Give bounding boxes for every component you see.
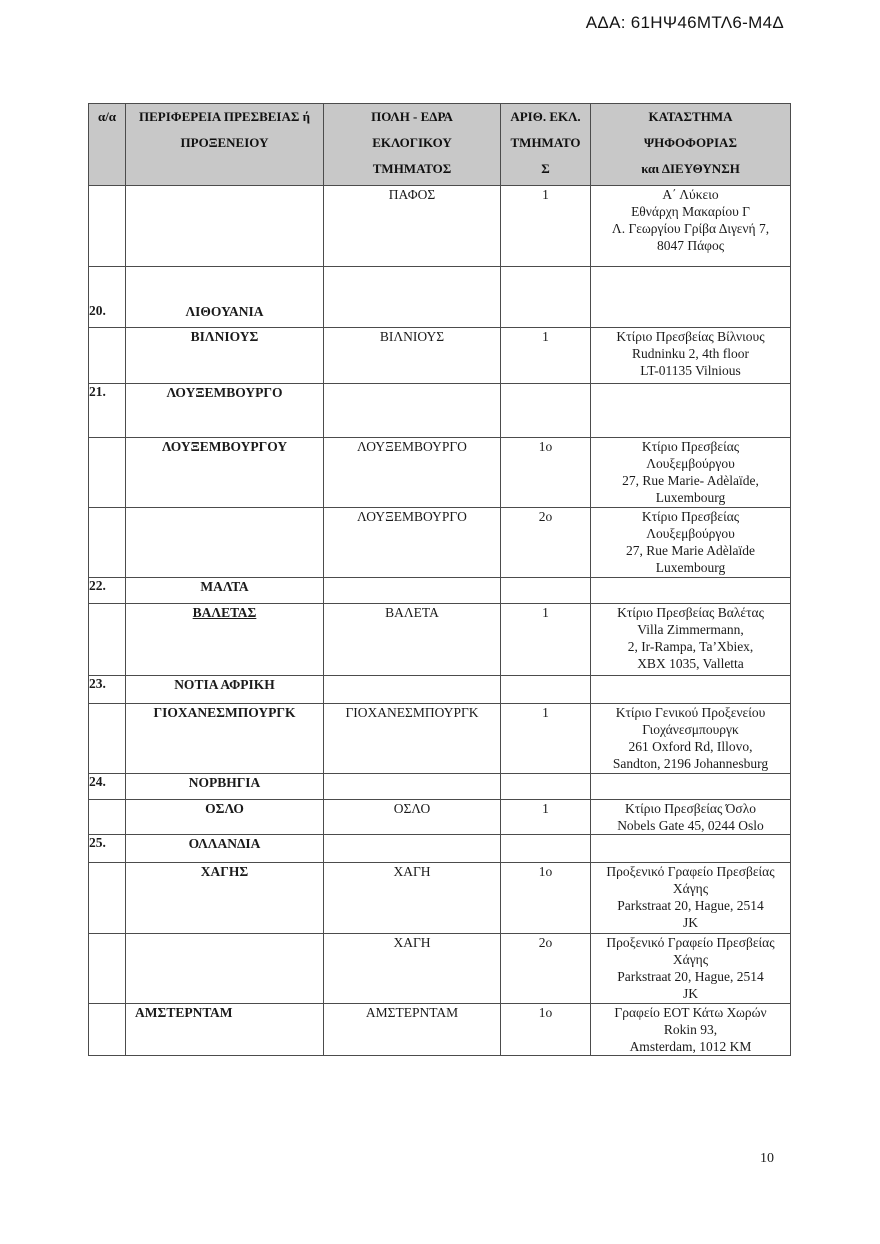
table-row	[89, 774, 791, 800]
polling-address-cell	[591, 384, 791, 438]
header-cell-city: ΠΟΛΗ - ΕΔΡΑ ΕΚΛΟΓΙΚΟΥ ΤΜΗΜΑΤΟΣ	[324, 104, 501, 186]
city-cell	[324, 774, 501, 800]
header-cell-station-number: ΑΡΙΘ. ΕΚΛ. ΤΜΗΜΑΤΟ Σ	[501, 104, 591, 186]
station-number-cell: 1ο	[501, 438, 591, 508]
station-number-cell	[501, 578, 591, 604]
polling-address-cell	[591, 835, 791, 863]
city-cell: ΠΑΦΟΣ	[324, 186, 501, 267]
table-row	[89, 186, 791, 267]
city-cell: ΒΙΛΝΙΟΥΣ	[324, 328, 501, 384]
polling-address-cell: Προξενικό Γραφείο Πρεσβείας Χάγης Parkstraat 20, Hague, 2514 JK	[591, 934, 791, 1004]
embassy-region-cell: ΛΟΥΞΕΜΒΟΥΡΓΟΥ	[126, 438, 324, 508]
polling-address-cell: Κτίριο Γενικού Προξενείου Γιοχάνεσμπουργκ 261 Oxford Rd, Illovo, Sandton, 2196 Johannesburg	[591, 704, 791, 774]
row-number-cell: 25.	[89, 835, 126, 863]
station-number-cell: 1	[501, 328, 591, 384]
row-number-cell	[89, 800, 126, 835]
station-number-cell: 1ο	[501, 1004, 591, 1056]
station-number-cell: 1ο	[501, 863, 591, 934]
row-number-cell	[89, 1004, 126, 1056]
row-number-cell	[89, 438, 126, 508]
city-cell: ΓΙΟΧΑΝΕΣΜΠΟΥΡΓΚ	[324, 704, 501, 774]
station-number-cell: 1	[501, 186, 591, 267]
embassy-region-cell: ΒΙΛΝΙΟΥΣ	[126, 328, 324, 384]
header-cell-station: ΚΑΤΑΣΤΗΜΑ ΨΗΦΟΦΟΡΙΑΣ και ΔΙΕΥΘΥΝΣΗ	[591, 104, 791, 186]
polling-address-cell: Κτίριο Πρεσβείας Όσλο Nobels Gate 45, 0244 Oslo	[591, 800, 791, 835]
row-number-cell: 20.	[89, 267, 126, 328]
city-cell: ΟΣΛΟ	[324, 800, 501, 835]
table-row	[89, 328, 791, 384]
polling-address-cell: Κτίριο Πρεσβείας Βίλνιους Rudninku 2, 4th floor LT-01135 Vilnious	[591, 328, 791, 384]
header-cell-index: α/α	[89, 104, 126, 186]
polling-address-cell: Γραφείο ΕΟΤ Κάτω Χωρών Rokin 93, Amsterdam, 1012 KM	[591, 1004, 791, 1056]
station-number-cell	[501, 774, 591, 800]
row-number-cell: 23.	[89, 676, 126, 704]
station-number-cell: 2ο	[501, 508, 591, 578]
city-cell: ΧΑΓΗ	[324, 934, 501, 1004]
table-row	[89, 863, 791, 934]
table-row	[89, 604, 791, 676]
embassy-region-cell	[126, 934, 324, 1004]
table-row	[89, 704, 791, 774]
polling-address-cell: Κτίριο Πρεσβείας Λουξεμβούργου 27, Rue Marie- Adèlaïde, Luxembourg	[591, 438, 791, 508]
polling-address-cell: Κτίριο Πρεσβείας Λουξεμβούργου 27, Rue Marie Adèlaïde Luxembourg	[591, 508, 791, 578]
embassy-region-cell: ΧΑΓΗΣ	[126, 863, 324, 934]
embassy-region-cell	[126, 508, 324, 578]
row-number-cell: 21.	[89, 384, 126, 438]
polling-address-cell	[591, 676, 791, 704]
polling-address-cell	[591, 267, 791, 328]
city-cell	[324, 578, 501, 604]
city-cell	[324, 835, 501, 863]
table-row	[89, 438, 791, 508]
row-number-cell	[89, 186, 126, 267]
row-number-cell	[89, 604, 126, 676]
city-cell	[324, 384, 501, 438]
polling-address-cell: Α΄ Λύκειο Εθνάρχη Μακαρίου Γ Λ. Γεωργίου Γρίβα Διγενή 7, 8047 Πάφος	[591, 186, 791, 267]
polling-address-cell	[591, 774, 791, 800]
table-row	[89, 578, 791, 604]
embassy-region-cell: ΛΙΘΟΥΑΝΙΑ	[126, 267, 324, 328]
embassy-region-cell: ΝΟΡΒΗΓΙΑ	[126, 774, 324, 800]
table-row	[89, 676, 791, 704]
table-row	[89, 934, 791, 1004]
embassy-region-cell: ΟΛΛΑΝΔΙΑ	[126, 835, 324, 863]
city-cell	[324, 267, 501, 328]
page-number: 10	[760, 1151, 774, 1166]
city-cell: ΛΟΥΞΕΜΒΟΥΡΓΟ	[324, 438, 501, 508]
station-number-cell	[501, 384, 591, 438]
embassy-region-cell: ΛΟΥΞΕΜΒΟΥΡΓΟ	[126, 384, 324, 438]
station-number-cell: 2ο	[501, 934, 591, 1004]
table-row	[89, 835, 791, 863]
row-number-cell	[89, 328, 126, 384]
station-number-cell: 1	[501, 704, 591, 774]
row-number-cell	[89, 934, 126, 1004]
station-number-cell: 1	[501, 604, 591, 676]
table-row	[89, 800, 791, 835]
header-cell-region: ΠΕΡΙΦΕΡΕΙΑ ΠΡΕΣΒΕΙΑΣ ή ΠΡΟΞΕΝΕΙΟΥ	[126, 104, 324, 186]
embassy-region-cell: ΝΟΤΙΑ ΑΦΡΙΚΗ	[126, 676, 324, 704]
embassy-region-cell	[126, 186, 324, 267]
polling-address-cell: Κτίριο Πρεσβείας Βαλέτας Villa Zimmermann, 2, Ir-Rampa, Ta’Xbiex, XBX 1035, Valletta	[591, 604, 791, 676]
row-number-cell: 22.	[89, 578, 126, 604]
embassy-region-cell: ΟΣΛΟ	[126, 800, 324, 835]
table-header-row	[89, 104, 791, 186]
embassy-region-cell: ΒΑΛΕΤΑΣ	[126, 604, 324, 676]
embassy-region-cell: ΜΑΛΤΑ	[126, 578, 324, 604]
city-cell: ΑΜΣΤΕΡΝΤΑΜ	[324, 1004, 501, 1056]
ada-code: ΑΔΑ: 61ΗΨ46ΜΤΛ6-Μ4Δ	[585, 13, 784, 32]
station-number-cell: 1	[501, 800, 591, 835]
row-number-cell: 24.	[89, 774, 126, 800]
row-number-cell	[89, 704, 126, 774]
city-cell: ΛΟΥΞΕΜΒΟΥΡΓΟ	[324, 508, 501, 578]
table-row	[89, 267, 791, 328]
city-cell: ΒΑΛΕΤΑ	[324, 604, 501, 676]
row-number-cell	[89, 863, 126, 934]
table-row	[89, 508, 791, 578]
station-number-cell	[501, 676, 591, 704]
polling-address-cell: Προξενικό Γραφείο Πρεσβείας Χάγης Parkstraat 20, Hague, 2514 JK	[591, 863, 791, 934]
city-cell	[324, 676, 501, 704]
table-row	[89, 384, 791, 438]
table-row	[89, 1004, 791, 1056]
station-number-cell	[501, 835, 591, 863]
embassy-region-cell: ΑΜΣΤΕΡΝΤΑΜ	[126, 1004, 324, 1056]
polling-address-cell	[591, 578, 791, 604]
city-cell: ΧΑΓΗ	[324, 863, 501, 934]
embassy-region-cell: ΓΙΟΧΑΝΕΣΜΠΟΥΡΓΚ	[126, 704, 324, 774]
row-number-cell	[89, 508, 126, 578]
station-number-cell	[501, 267, 591, 328]
polling-stations-table	[88, 103, 791, 1056]
